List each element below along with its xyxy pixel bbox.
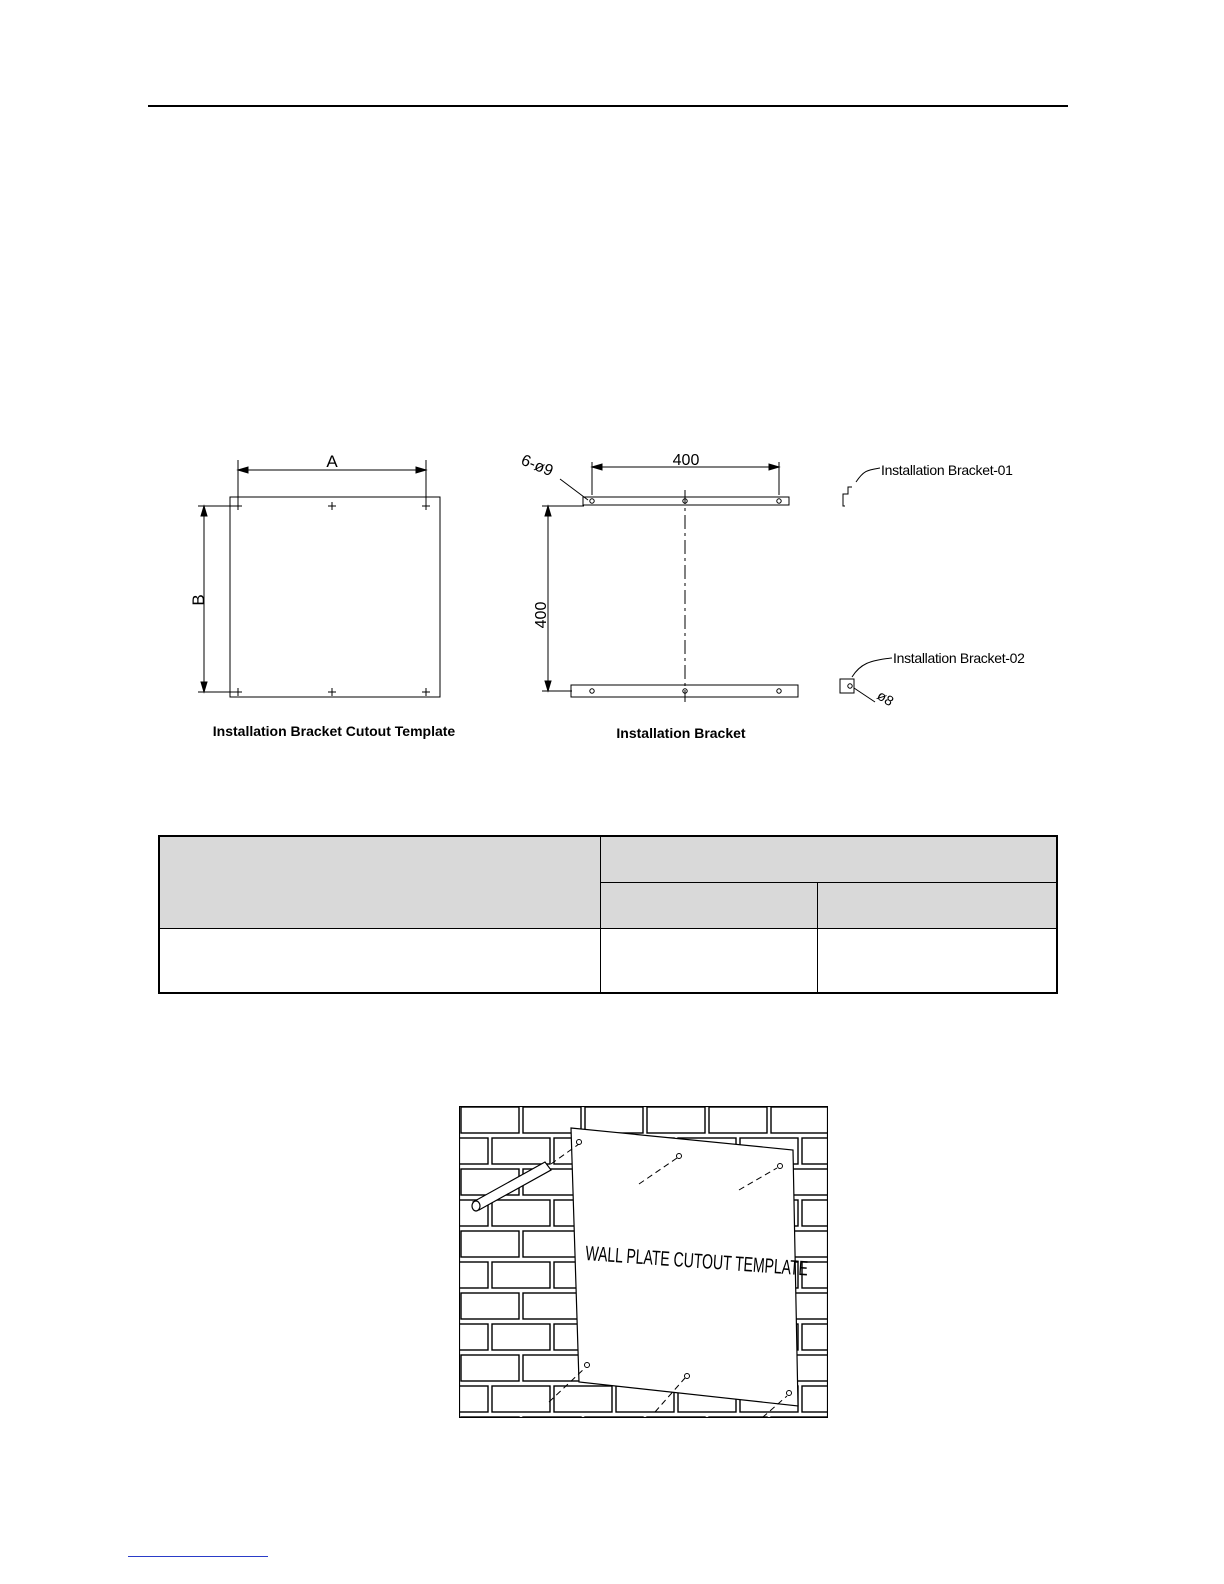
bracket-caption: Installation Bracket <box>616 725 746 741</box>
hole-marker <box>328 502 336 510</box>
wall-plate-illustration <box>459 1106 828 1418</box>
table-header-group <box>600 836 1057 882</box>
table-header-main <box>159 836 600 928</box>
spec-table <box>158 835 1058 994</box>
hole-marker <box>234 502 242 510</box>
template-caption: Installation Bracket Cutout Template <box>212 723 456 739</box>
hole-marker <box>422 502 430 510</box>
footer-link-underline <box>128 1556 268 1557</box>
header-rule <box>148 105 1068 107</box>
table-cell-value2 <box>817 928 1057 993</box>
table-header-col1 <box>600 882 817 928</box>
bracket-top-bar <box>583 497 789 505</box>
wall-plate-template-text: WALL PLATE CUTOUT TEMPLATE <box>584 1241 809 1281</box>
dimension-400-horizontal-label: 400 <box>672 452 700 469</box>
hole-marker <box>234 688 242 696</box>
dimension-400-vertical-label: 400 <box>533 601 550 629</box>
table-cell-value1 <box>600 928 817 993</box>
bracket-02-label: Installation Bracket-02 <box>893 650 1025 666</box>
hole-marker <box>328 688 336 696</box>
hole-spec-label: 6-ø9 <box>518 451 556 481</box>
table-cell-label <box>159 928 600 993</box>
table-header-col2 <box>817 882 1057 928</box>
dimension-b-label: B <box>189 594 208 606</box>
bracket-01-profile <box>843 487 852 506</box>
dimension-a-label: A <box>326 452 338 471</box>
hole-marker <box>422 688 430 696</box>
bracket-02-hole-label: ø8 <box>874 686 897 710</box>
bracket-drawing <box>180 440 1060 760</box>
cutout-template-outline <box>230 497 440 697</box>
bracket-01-label: Installation Bracket-01 <box>881 462 1013 478</box>
